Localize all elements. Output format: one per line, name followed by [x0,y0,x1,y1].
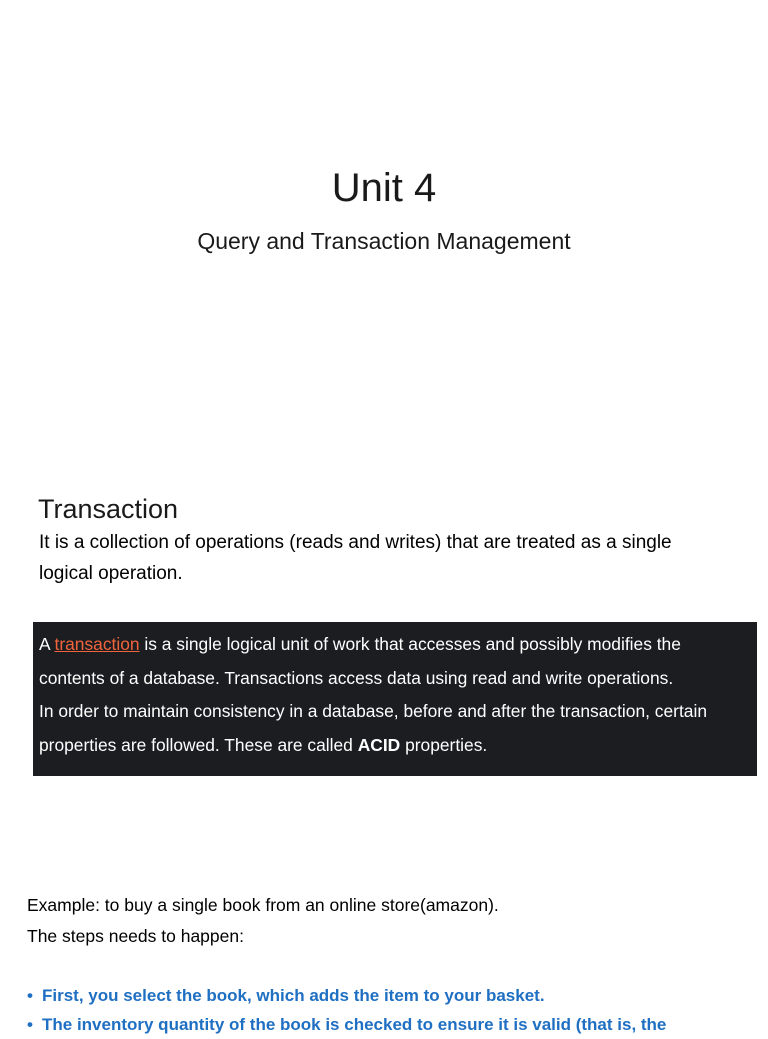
transaction-link[interactable]: transaction [54,634,140,654]
example-line-2: The steps needs to happen: [27,926,244,946]
quote-line-1 [39,628,751,662]
quote-line-4-post: properties. [405,734,488,755]
acid-term: ACID [357,734,401,755]
quote-line-3: In order to maintain consistency in a database, before and after the transaction, certain [39,701,708,721]
section-heading: Transaction [38,494,179,524]
slide-title-heading: Unit 4 [331,166,437,210]
definition-quote-box [33,622,757,776]
list-item [27,981,747,1010]
example-text [27,890,747,952]
list-item [27,1010,747,1039]
quote-line-2: contents of a database. Transactions access data using read and write operations. [39,667,674,688]
bullet-icon: • [27,1015,33,1034]
bullet-icon: • [27,986,33,1005]
steps-list [27,981,747,1039]
quote-prefix: A [39,634,50,654]
quote-line-4 [39,729,751,763]
slide-subtitle: Query and Transaction Management [197,228,571,254]
example-line-1: Example: to buy a single book from an online store(amazon). [27,895,499,915]
list-item-text: The inventory quantity of the book is checked to ensure it is valid (that is, the [42,1015,667,1034]
definition-text: It is a collection of operations (reads and writes) that are treated as a single logical operation. [39,532,672,584]
quote-line-4-pre: properties are followed. These are called [39,734,353,755]
list-item-text: First, you select the book, which adds the item to your basket. [42,986,545,1005]
slide-title [0,0,768,470]
quote-line-1-rest: is a single logical unit of work that accesses and possibly modifies the [144,634,681,654]
